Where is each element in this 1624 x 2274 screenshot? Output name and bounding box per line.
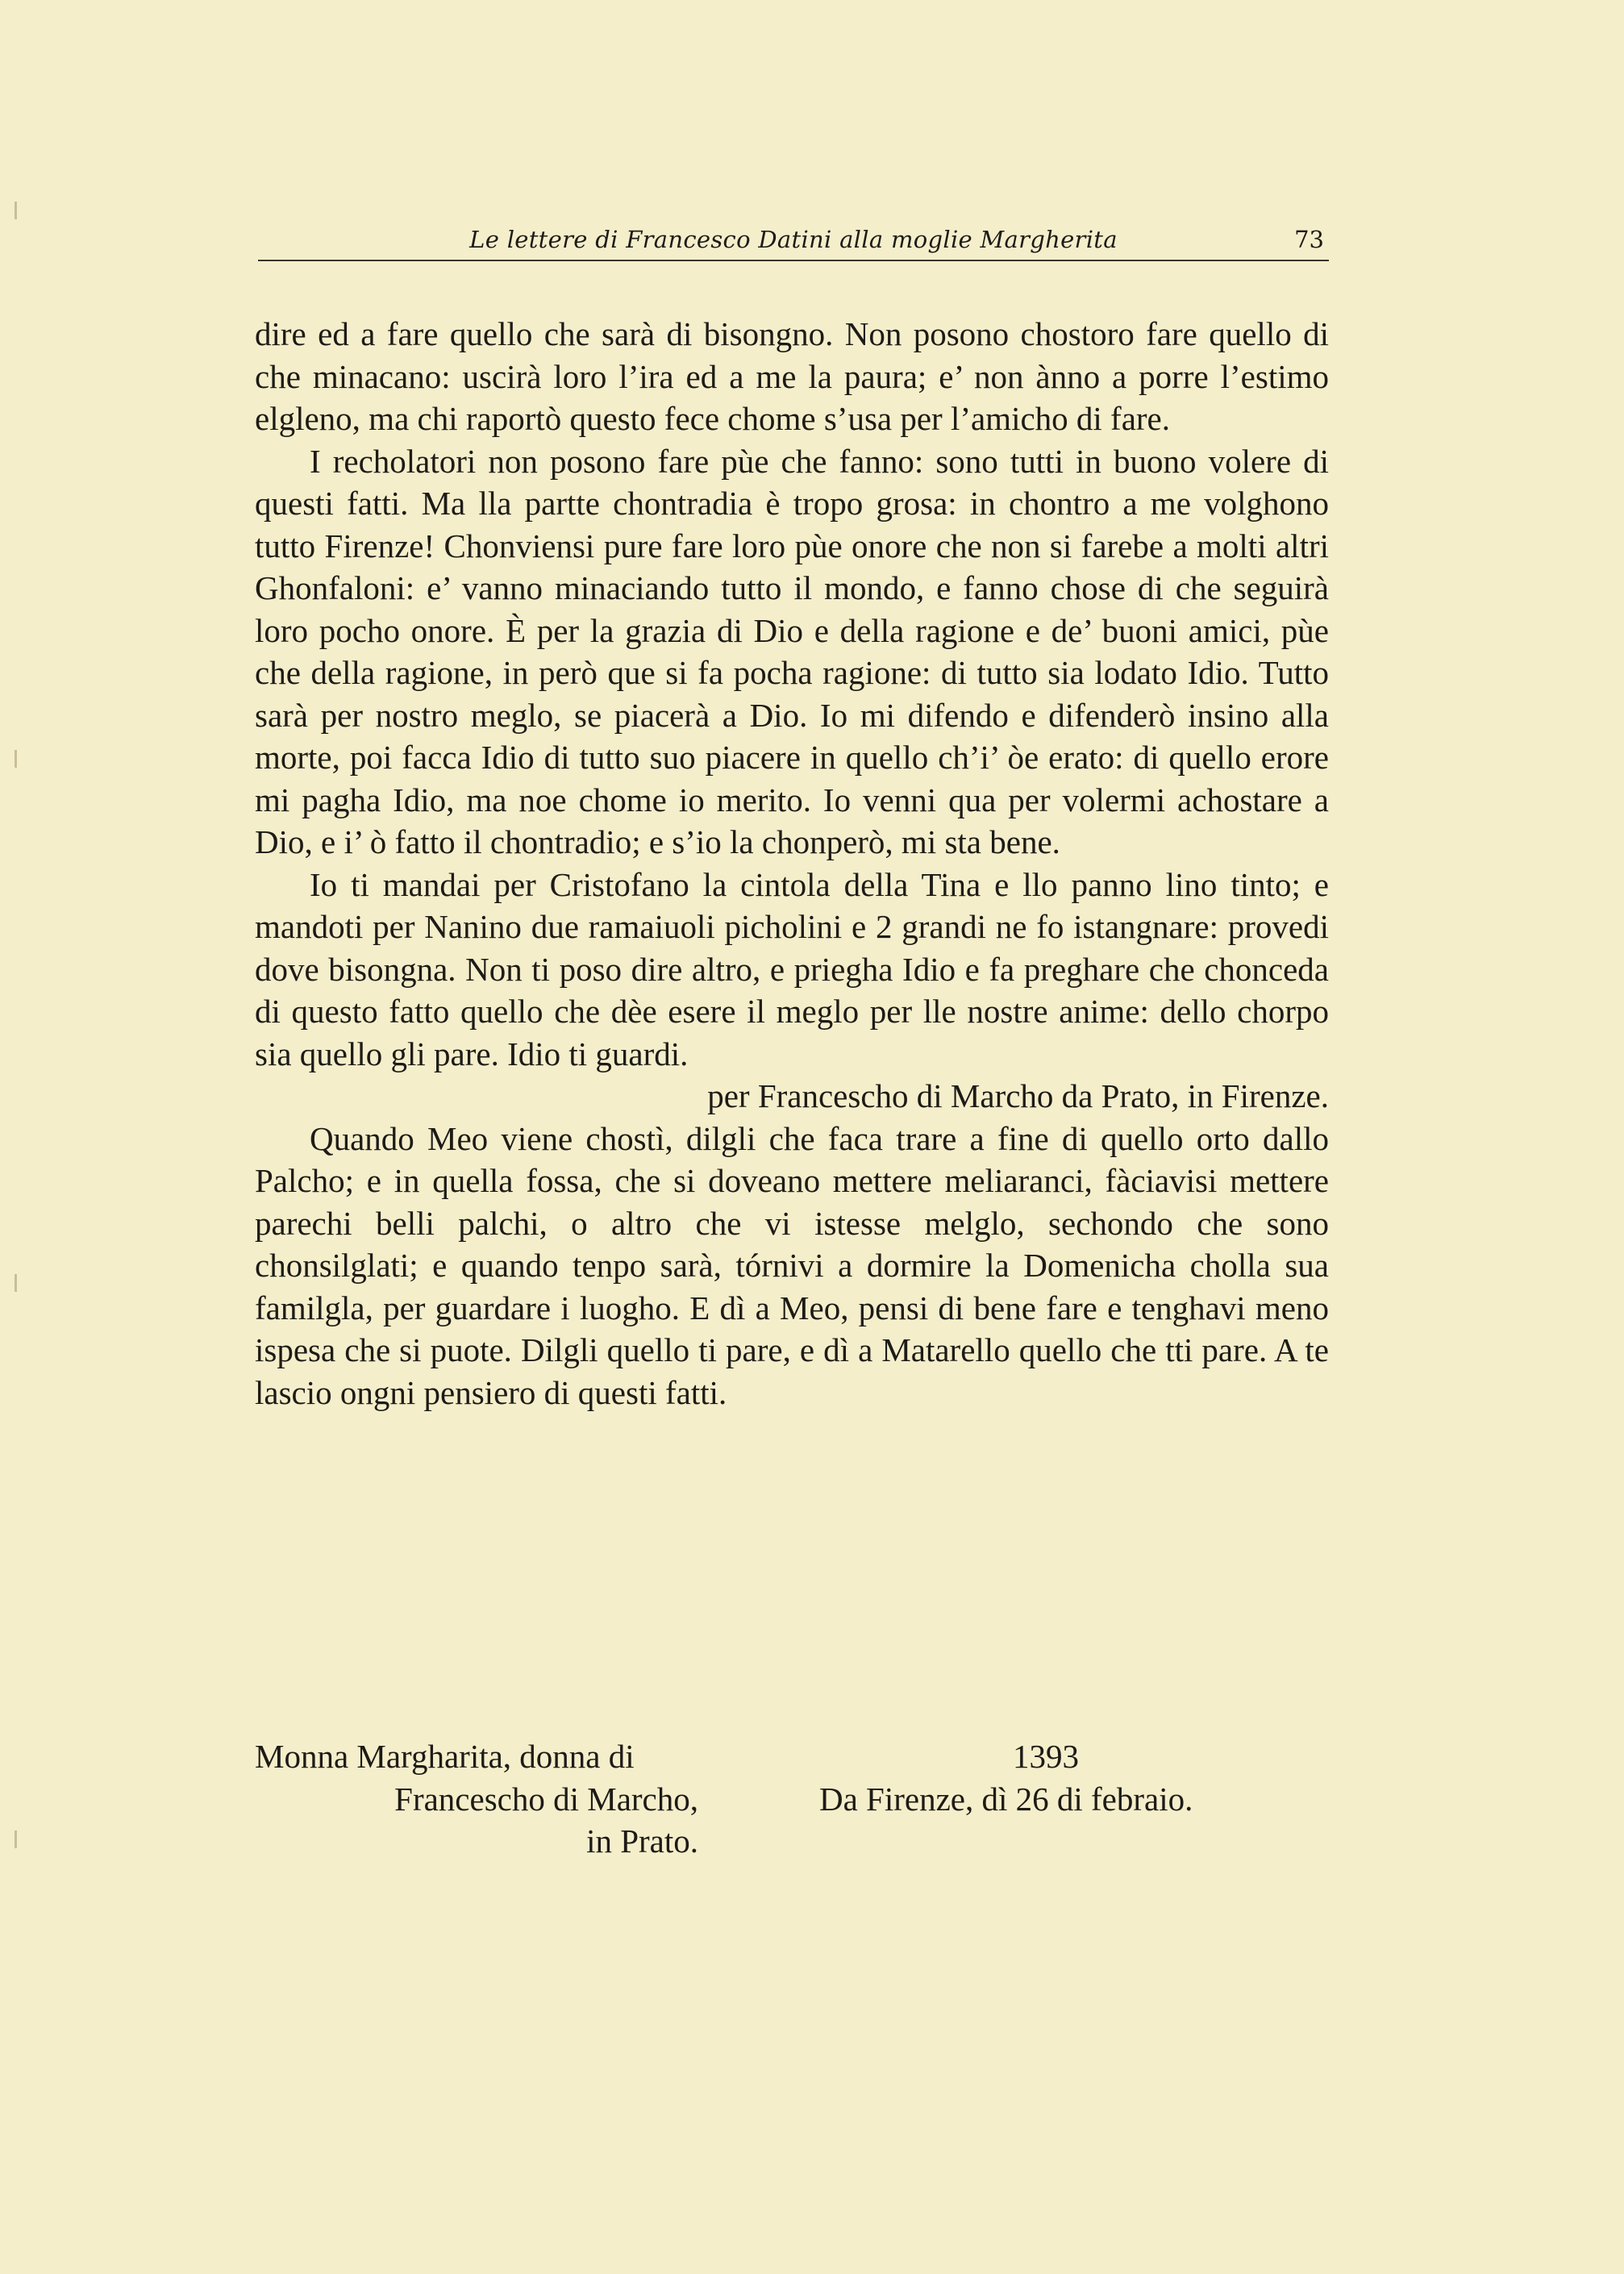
year: 1393 [1013, 1738, 1079, 1775]
place-date: Da Firenze, dì 26 di febraio. [819, 1780, 1193, 1818]
running-header [258, 221, 1329, 261]
margin-mark [15, 1274, 17, 1292]
postscript-paragraph: Quando Meo viene chostì, dilgli che faca trare a fine di quello orto dallo Palcho; e in quella fossa, che si doveano mettere meliaranci, fàciavisi mettere parechi belli palchi, o altro che vi istesse melglo, sechondo che sono chonsilglati; e quando tenpo sarà, tórnivi a dormire la Domenicha cholla sua familgla, per guardare i luogho. E dì a Meo, pensi di bene fare e tenghavi meno ispesa che si puote. Dilgli quello ti pare, e dì a Matarello quello che tti pare. A te lascio ongni pensiero di questi fatti. [255, 1119, 1329, 1411]
date-block [819, 1735, 1319, 1820]
address-block [255, 1735, 1329, 1872]
margin-mark [15, 750, 17, 768]
paragraph-continuation: dire ed a fare quello che sarà di bisongno. Non posono chostoro fare quello di che minacano: uscirà loro l’ira ed a me la paura; e’ non ànno a porre l’estimo elgleno, ma chi raportò questo fece chome s’usa per l’amicho di fare. [255, 315, 1329, 437]
page-number: 73 [1294, 226, 1324, 253]
running-title: Le lettere di Francesco Datini alla moglie Margherita [469, 226, 1118, 253]
signature-line: per Franceschо di Marcho da Prato, in Firenze. [707, 1077, 1329, 1114]
margin-mark [15, 1830, 17, 1848]
recipient-address [255, 1735, 771, 1863]
recipient-line: in Prato. [586, 1822, 698, 1860]
margin-mark [15, 202, 17, 219]
paragraph: Io ti mandai per Cristofano la cintola della Tina e llo panno lino tinto; e mandoti per Nanino due ramaiuoli picholini e 2 grandi ne fo istangnare: provedi dove bisongna. Non ti poso dire altro, e priegha Idio e fa preghare che chonceda di questo fatto quello che dèe esere il meglo per lle nostre anime: dello chorpo sia quello gli pare. Idio ti guardi. [255, 865, 1329, 1072]
recipient-line: Francescho di Marcho, [394, 1780, 698, 1818]
letter-body [255, 313, 1329, 1414]
recipient-line: Monna Margharita, donna di [255, 1738, 635, 1775]
paragraph: I recholatori non posono fare pùe che fanno: sono tutti in buono volere di questi fatti. Ma lla partte chontradia è tropo grosa: in chontro a me volghono tutto Firenze! Chonviensi pure fare loro pùe onore che non si farebe a molti altri Ghonfaloni: e’ vanno minaciando tutto il mondo, e fanno chose di che seguirà loro pocho onore. È per la grazia di Dio e della ragione e de’ buoni amici, pùe che della ragione, in però que si fa pocha ragione: di tutto sia lodato Idio. Tutto sarà per nostro meglo, se piacerà a Dio. Io mi difendo e difenderò insino alla morte, poi facca Idio di tutto suo piacere in quello ch’i’ òe erato: di quello erore mi pagha Idio, ma noe chome io merito. Io venni qua per volermi achostare a Dio, e i’ ò fatto il chontradio; e s’io la chonperò, mi sta bene. [255, 442, 1329, 860]
